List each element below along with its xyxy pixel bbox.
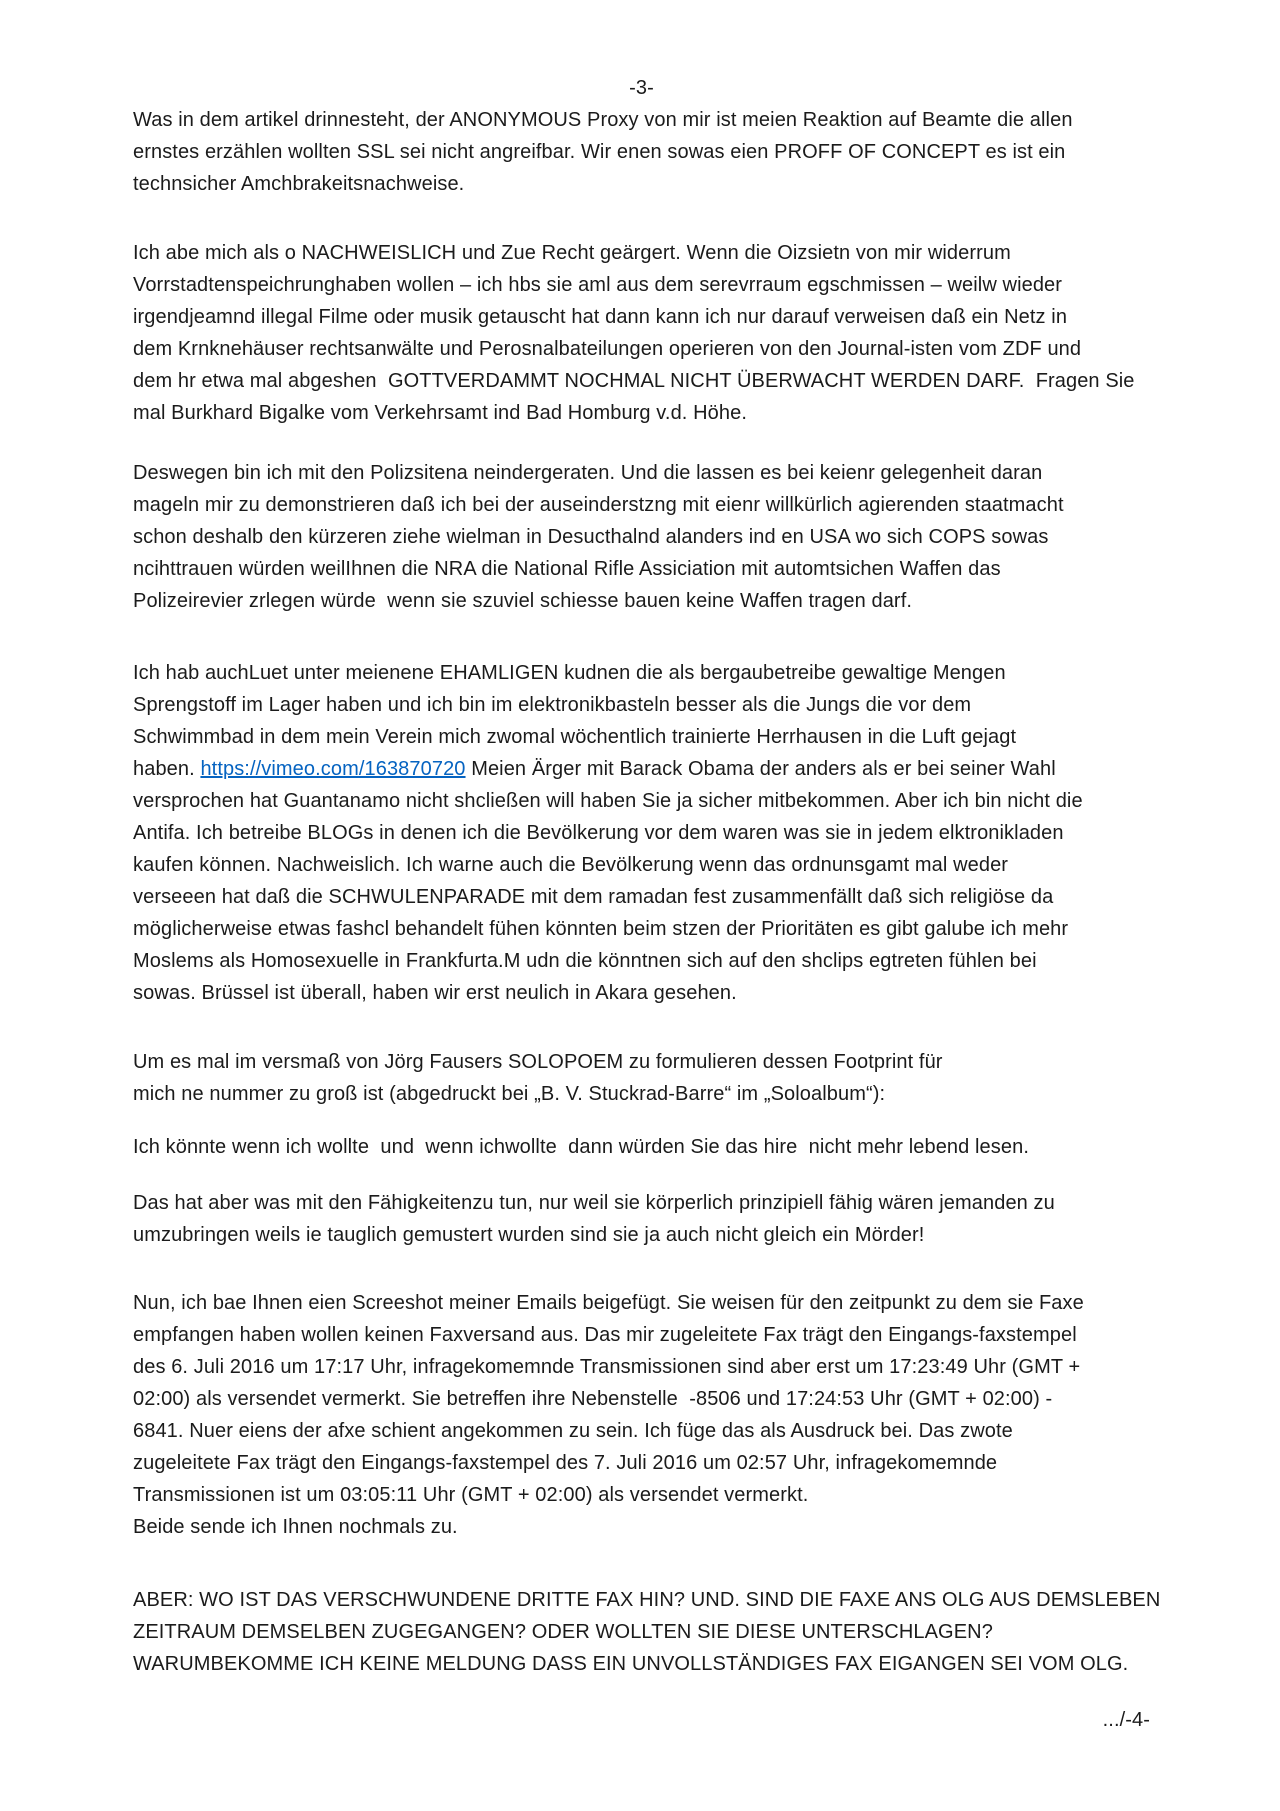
text-line: Polizeirevier zrlegen würde wenn sie szuviel schiesse bauen keine Waffen tragen darf. (133, 590, 913, 612)
text-line: ZEITRAUM DEMSELBEN ZUGEGANGEN? ODER WOLLTEN SIE DIESE UNTERSCHLAGEN? (133, 1621, 993, 1643)
page-number-header: -3- (629, 77, 654, 99)
page-footer-next-marker: .../-4- (1102, 1709, 1150, 1731)
text-line: Sprengstoff im Lager haben und ich bin im elektronikbasteln besser als die Jungs die vor dem (133, 694, 972, 716)
text-line: des 6. Juli 2016 um 17:17 Uhr, infragekomemnde Transmissionen sind aber erst um 17:23:49 Uhr (GMT + (133, 1356, 1081, 1378)
text-line: verseeen hat daß die SCHWULENPARADE mit dem ramadan fest zusammenfällt daß sich religiöse da (133, 886, 1054, 908)
vimeo-link[interactable]: https://vimeo.com/163870720 (200, 758, 466, 780)
paragraph (133, 1187, 1150, 1251)
text-segment: Meien Ärger mit Barack Obama der anders als er bei seiner Wahl (465, 758, 1056, 780)
text-line: dem Krnknehäuser rechtsanwälte und Perosnalbateilungen operieren von den Journal-isten vom ZDF und (133, 338, 1082, 360)
text-line (133, 753, 1150, 785)
text-line: versprochen hat Guantanamo nicht shcließen will haben Sie ja sicher mitbekommen. Aber ich bin nicht die (133, 790, 1083, 812)
text-line: Ich hab auchLuet unter meienene EHAMLIGEN kudnen die als bergaubetreibe gewaltige Mengen (133, 662, 1006, 684)
text-line: 02:00) als versendet vermerkt. Sie betreffen ihre Nebenstelle -8506 und 17:24:53 Uhr (GMT + 02:00) - (133, 1388, 1053, 1410)
text-line: WARUMBEKOMME ICH KEINE MELDUNG DASS EIN UNVOLLSTÄNDIGES FAX EIGANGEN SEI VOM OLG. (133, 1653, 1129, 1675)
text-segment: haben. (133, 758, 201, 780)
text-line: zugeleitete Fax trägt den Eingangs-faxstempel des 7. Juli 2016 um 02:57 Uhr, infragekomemnde (133, 1452, 998, 1474)
text-line: ernstes erzählen wollten SSL sei nicht angreifbar. Wir enen sowas eien PROFF OF CONCEPT es ist ein (133, 141, 1066, 163)
paragraph (133, 1584, 1161, 1680)
text-line: Beide sende ich Ihnen nochmals zu. (133, 1516, 458, 1538)
text-line: dem hr etwa mal abgeshen GOTTVERDAMMT NOCHMAL NICHT ÜBERWACHT WERDEN DARF. Fragen Sie (133, 370, 1135, 392)
paragraph (133, 237, 1150, 429)
text-line: 6841. Nuer eiens der afxe schient angekommen zu sein. Ich füge das als Ausdruck bei. Das zwote (133, 1420, 1013, 1442)
text-line: umzubringen weils ie tauglich gemustert wurden sind sie ja auch nicht gleich ein Mörder! (133, 1224, 925, 1246)
text-line: sowas. Brüssel ist überall, haben wir erst neulich in Akara gesehen. (133, 982, 737, 1004)
text-line: Moslems als Homosexuelle in Frankfurta.M udn die könntnen sich auf den shclips egtreten fühlen bei (133, 950, 1037, 972)
text-line: schon deshalb den kürzeren ziehe wielman in Desucthalnd alanders ind en USA wo sich COPS sowas (133, 526, 1049, 548)
text-line: Antifa. Ich betreibe BLOGs in denen ich die Bevölkerung vor dem waren was sie in jedem elktronikladen (133, 822, 1064, 844)
text-line: ABER: WO IST DAS VERSCHWUNDENE DRITTE FAX HIN? UND. SIND DIE FAXE ANS OLG AUS DEMSLEBEN (133, 1589, 1161, 1611)
paragraph (133, 457, 1150, 617)
text-line: Ich könnte wenn ich wollte und wenn ichwollte dann würden Sie das hire nicht mehr lebend lesen. (133, 1136, 1029, 1158)
text-line: irgendjeamnd illegal Filme oder musik getauscht hat dann kann ich nur darauf verweisen daß ein Netz in (133, 306, 1068, 328)
text-line: Das hat aber was mit den Fähigkeitenzu tun, nur weil sie körperlich prinzipiell fähig wären jemanden zu (133, 1192, 1055, 1214)
text-line: Ich abe mich als o NACHWEISLICH und Zue Recht geärgert. Wenn die Oizsietn von mir widerrum (133, 242, 1011, 264)
text-line: ncihttrauen würden weilIhnen die NRA die National Rifle Assiciation mit automtsichen Waffen das (133, 558, 1001, 580)
paragraph (133, 1046, 1150, 1110)
text-line: kaufen können. Nachweislich. Ich warne auch die Bevölkerung wenn das ordnunsgamt mal weder (133, 854, 1009, 876)
paragraph (133, 104, 1150, 200)
text-line: Schwimmbad in dem mein Verein mich zwomal wöchentlich trainierte Herrhausen in die Luft gejagt (133, 726, 1017, 748)
text-line: mal Burkhard Bigalke vom Verkehrsamt ind Bad Homburg v.d. Höhe. (133, 402, 747, 424)
text-line: technsicher Amchbrakeitsnachweise. (133, 173, 465, 195)
paragraph (133, 1287, 1150, 1543)
text-line: möglicherweise etwas fashcl behandelt fühen könnten beim stzen der Prioritäten es gibt galube ich mehr (133, 918, 1069, 940)
paragraph (133, 1131, 1150, 1163)
text-line: Vorrstadtenspeichrunghaben wollen – ich hbs sie aml aus dem serevrraum egschmissen – weilw wieder (133, 274, 1063, 296)
text-line: empfangen haben wollen keinen Faxversand aus. Das mir zugeleitete Fax trägt den Eingangs-faxstempel (133, 1324, 1077, 1346)
text-line: Was in dem artikel drinnesteht, der ANONYMOUS Proxy von mir ist meien Reaktion auf Beamte die allen (133, 109, 1073, 131)
paragraph (133, 657, 1150, 1009)
text-line: Nun, ich bae Ihnen eien Screeshot meiner Emails beigefügt. Sie weisen für den zeitpunkt zu dem sie Faxe (133, 1292, 1084, 1314)
text-line: Deswegen bin ich mit den Polizsitena neindergeraten. Und die lassen es bei keienr gelegenheit daran (133, 462, 1043, 484)
text-line: mich ne nummer zu groß ist (abgedruckt bei „B. V. Stuckrad-Barre“ im „Soloalbum“): (133, 1083, 886, 1105)
text-line: mageln mir zu demonstrieren daß ich bei der auseinderstzng mit eienr willkürlich agierenden staatmacht (133, 494, 1064, 516)
text-line: Um es mal im versmaß von Jörg Fausers SOLOPOEM zu formulieren dessen Footprint für (133, 1051, 943, 1073)
text-line: Transmissionen ist um 03:05:11 Uhr (GMT + 02:00) als versendet vermerkt. (133, 1484, 809, 1506)
